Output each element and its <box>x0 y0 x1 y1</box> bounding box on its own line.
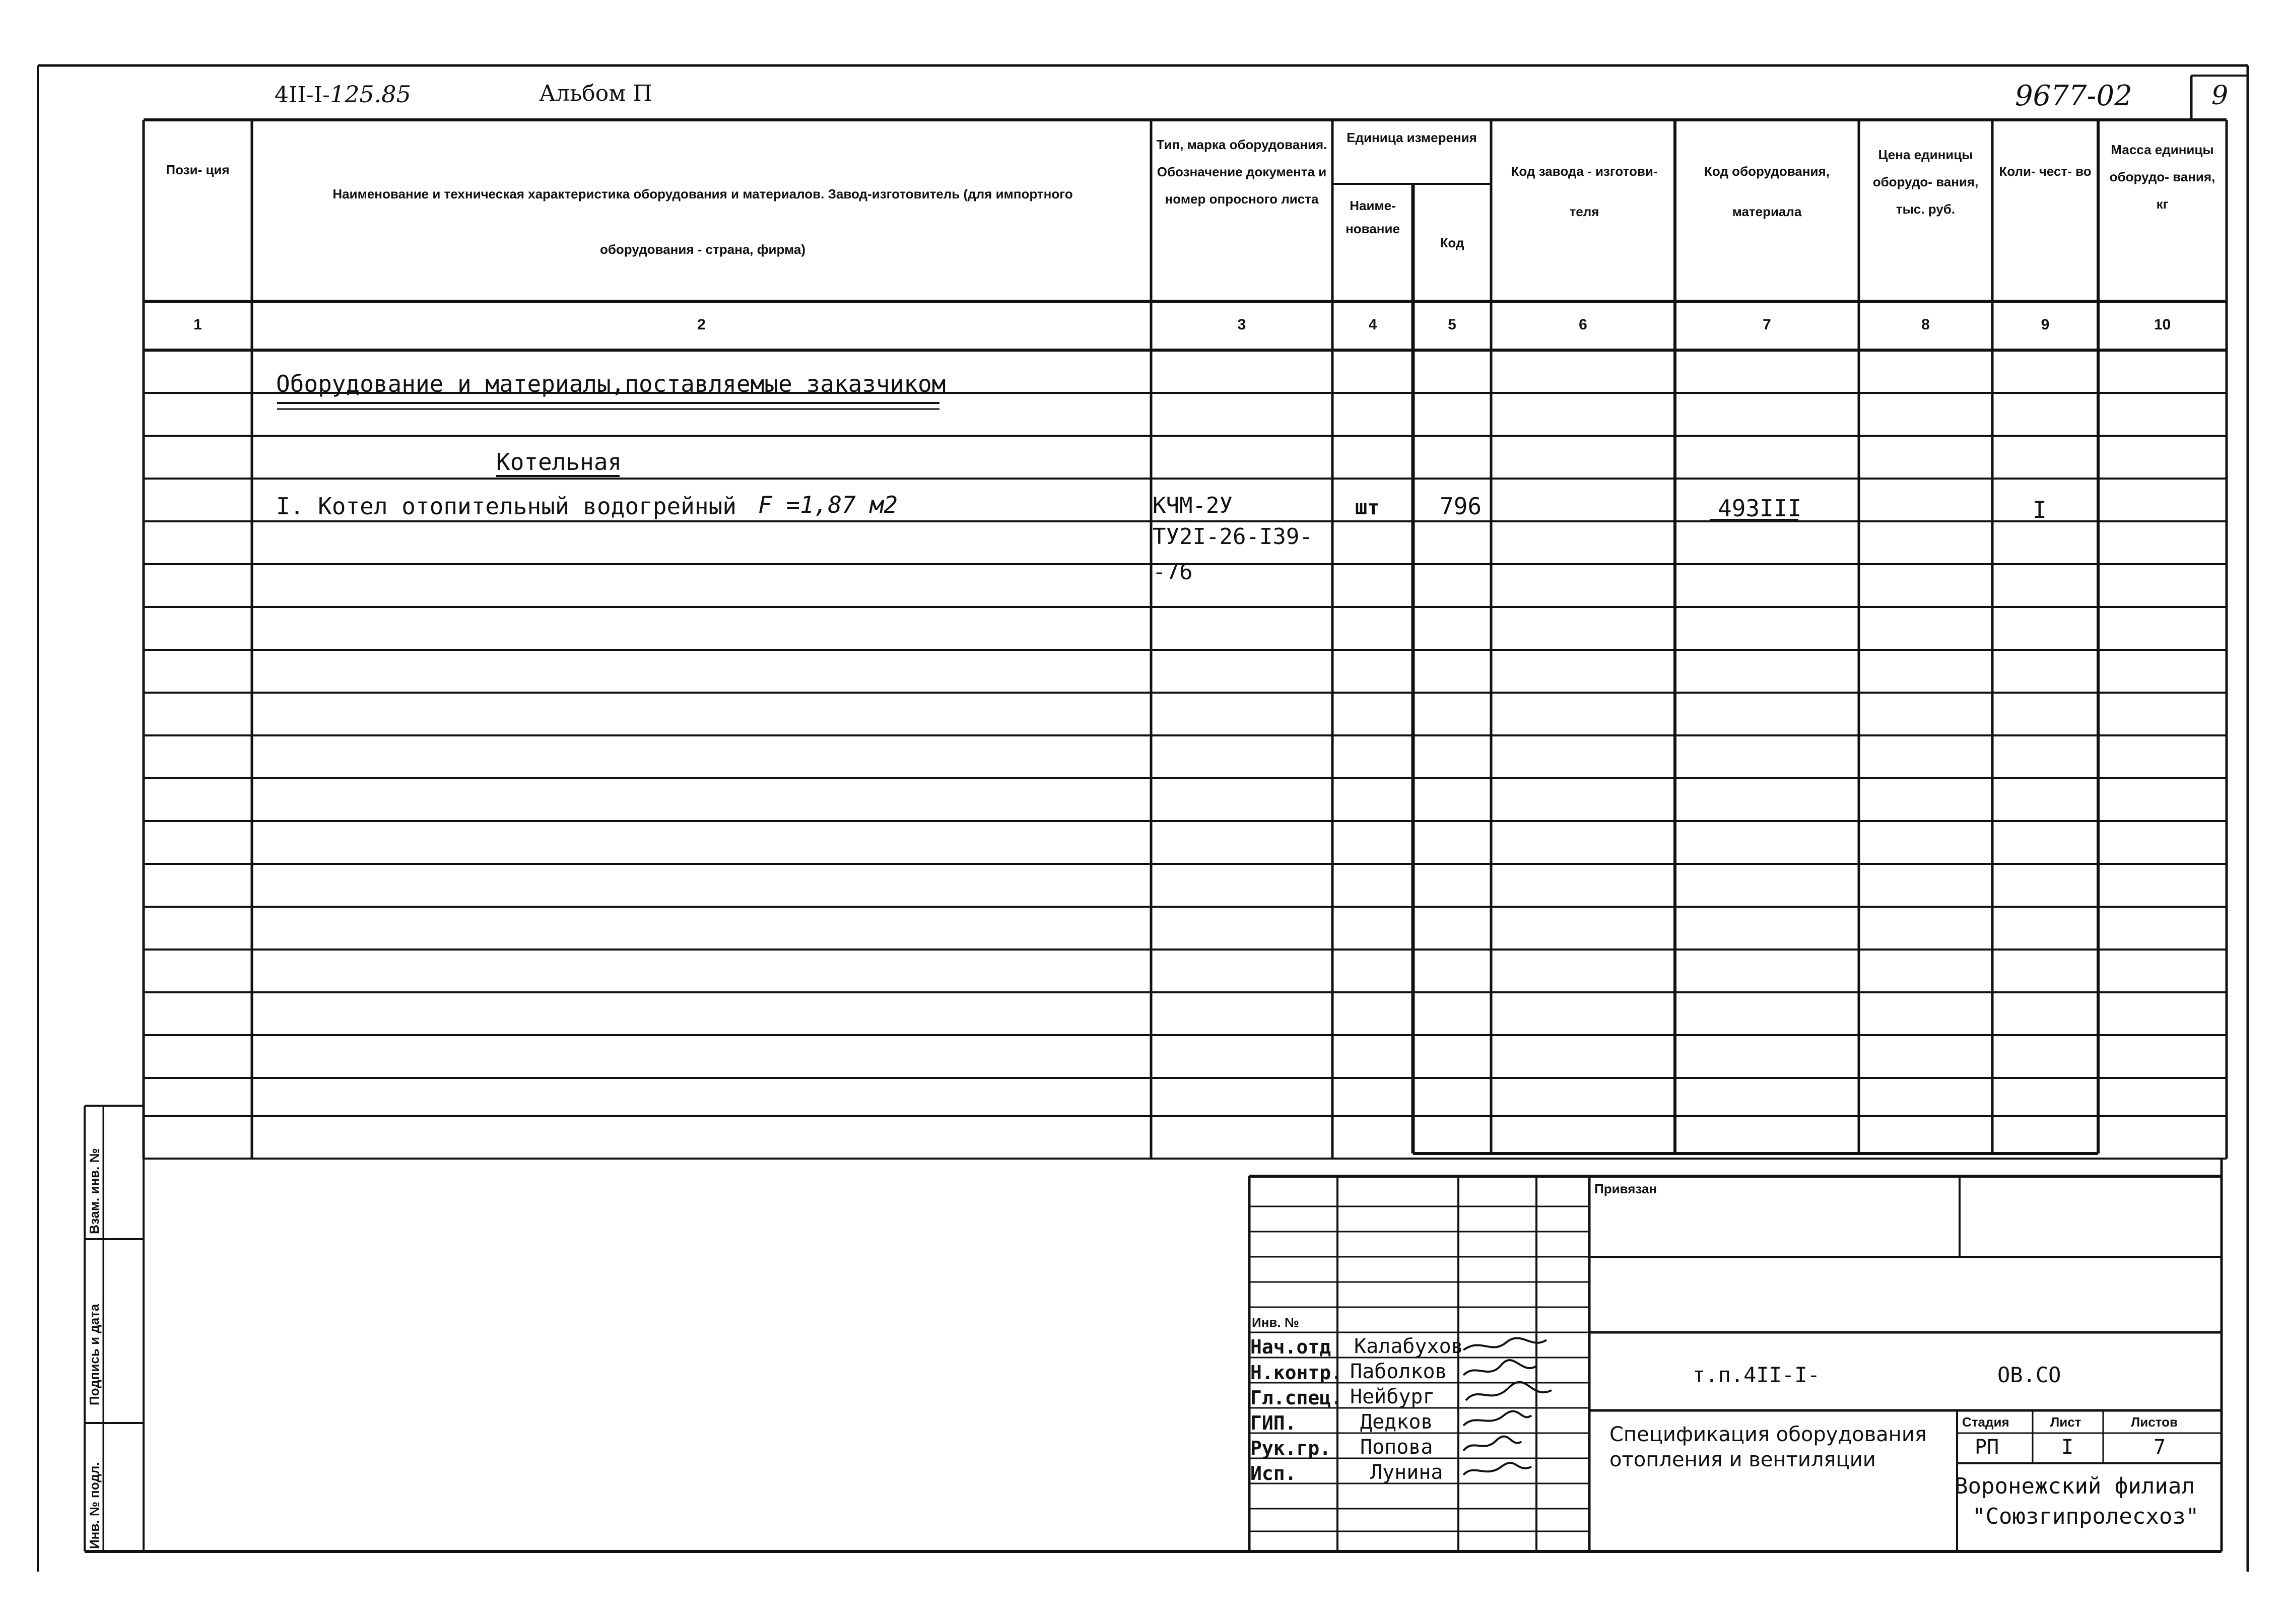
col-header-4: Наиме- нование <box>1346 198 1400 236</box>
col-num-7: 7 <box>1763 316 1771 333</box>
item-quantity: I <box>2033 496 2047 523</box>
spec-title-line1: Спецификация оборудования <box>1609 1423 1927 1446</box>
item-type-line2: ТУ2I-26-I39- <box>1153 524 1313 550</box>
col-num-9: 9 <box>2041 316 2050 333</box>
org-line1: Воронежский филиал <box>1955 1473 2195 1499</box>
sheets-label: Листов <box>2131 1414 2178 1430</box>
sheets-value: 7 <box>2154 1436 2166 1459</box>
col-num-1: 1 <box>193 316 202 333</box>
stage-label: Стадия <box>1962 1414 2009 1430</box>
inv-label: Инв. № <box>1252 1315 1299 1330</box>
doc-code-handwritten: 125.85 <box>329 81 411 108</box>
name-5: Попова <box>1360 1436 1433 1459</box>
unit-group-header: Единица измерения <box>1347 130 1477 145</box>
col-num-6: 6 <box>1579 316 1587 333</box>
name-3: Нейбург <box>1350 1385 1435 1408</box>
spec-title-line2: отопления и вентиляции <box>1609 1448 1876 1471</box>
org-line2: "Союзгипролесхоз" <box>1972 1504 2199 1529</box>
doc-code <box>275 81 411 108</box>
stage-value: РП <box>1975 1436 1999 1459</box>
role-4: ГИП. <box>1250 1412 1297 1434</box>
doc-number: 9677-02 <box>2015 80 2132 112</box>
side-label-original-inv: Инв. № подл. <box>87 1462 102 1549</box>
name-1: Калабухов <box>1354 1335 1463 1358</box>
sheet-value: I <box>2061 1436 2074 1459</box>
name-4: Дедков <box>1360 1410 1433 1434</box>
subsection-title: Котельная <box>496 448 622 476</box>
col-header-5: Код <box>1440 235 1464 250</box>
item-equipment-code: 493III <box>1718 495 1802 522</box>
col-header-1: Пози- ция <box>166 162 230 177</box>
col-header-2: Наименование и техническая характеристика оборудования и материалов. Завод-изготовитель (для импортного оборудования - страна, фирма) <box>332 186 1073 257</box>
section-title: Оборудование и материалы,поставляемые заказчиком <box>276 370 946 397</box>
item-type-line3: -76 <box>1153 559 1193 585</box>
col-header-9: Коли- чест- во <box>1999 164 2092 179</box>
sheet-label: Лист <box>2050 1414 2081 1430</box>
role-6: Исп. <box>1250 1462 1297 1484</box>
role-2: Н.контр. <box>1250 1362 1343 1384</box>
project-code: т.п.4II-I- <box>1693 1363 1820 1387</box>
sheet-number: 9 <box>2211 81 2229 111</box>
side-label-replaced-inv: Взам. инв. № <box>87 1148 102 1234</box>
col-num-2: 2 <box>697 316 706 333</box>
col-num-5: 5 <box>1448 316 1456 333</box>
album-label: Альбом П <box>539 81 652 106</box>
name-6: Лунина <box>1370 1461 1443 1484</box>
col-header-3: Тип, марка оборудования. Обозначение документа и номер опросного листа <box>1156 137 1327 207</box>
col-num-8: 8 <box>1921 316 1930 333</box>
item-unit-code: 796 <box>1440 493 1482 520</box>
col-header-7: Код оборудования, материала <box>1704 164 1830 219</box>
col-num-3: 3 <box>1237 316 1246 333</box>
item-type-line1: КЧМ-2У <box>1153 493 1233 518</box>
col-num-10: 10 <box>2154 316 2171 333</box>
side-label-signature-date: Подпись и дата <box>87 1304 102 1405</box>
name-2: Паболков <box>1350 1360 1447 1383</box>
item-name: I. Котел отопительный водогрейный <box>276 493 736 520</box>
doc-code-printed: 4II-I- <box>275 82 330 108</box>
col-header-6: Код завода - изготови- теля <box>1511 164 1658 219</box>
col-header-10: Масса единицы оборудо- вания, кг <box>2109 142 2215 212</box>
sheet-code: ОВ.СО <box>1997 1363 2061 1387</box>
bound-label: Привязан <box>1594 1181 1657 1196</box>
col-header-8: Цена единицы оборудо- вания, тыс. руб. <box>1872 147 1979 217</box>
signatures <box>1461 1335 1587 1486</box>
col-num-4: 4 <box>1368 316 1377 333</box>
role-3: Гл.спец. <box>1250 1387 1343 1409</box>
role-1: Нач.отд <box>1250 1336 1331 1358</box>
role-5: Рук.гр. <box>1250 1437 1331 1459</box>
item-parameter: F =1,87 м2 <box>758 491 898 518</box>
item-unit-name: шт <box>1355 496 1380 519</box>
